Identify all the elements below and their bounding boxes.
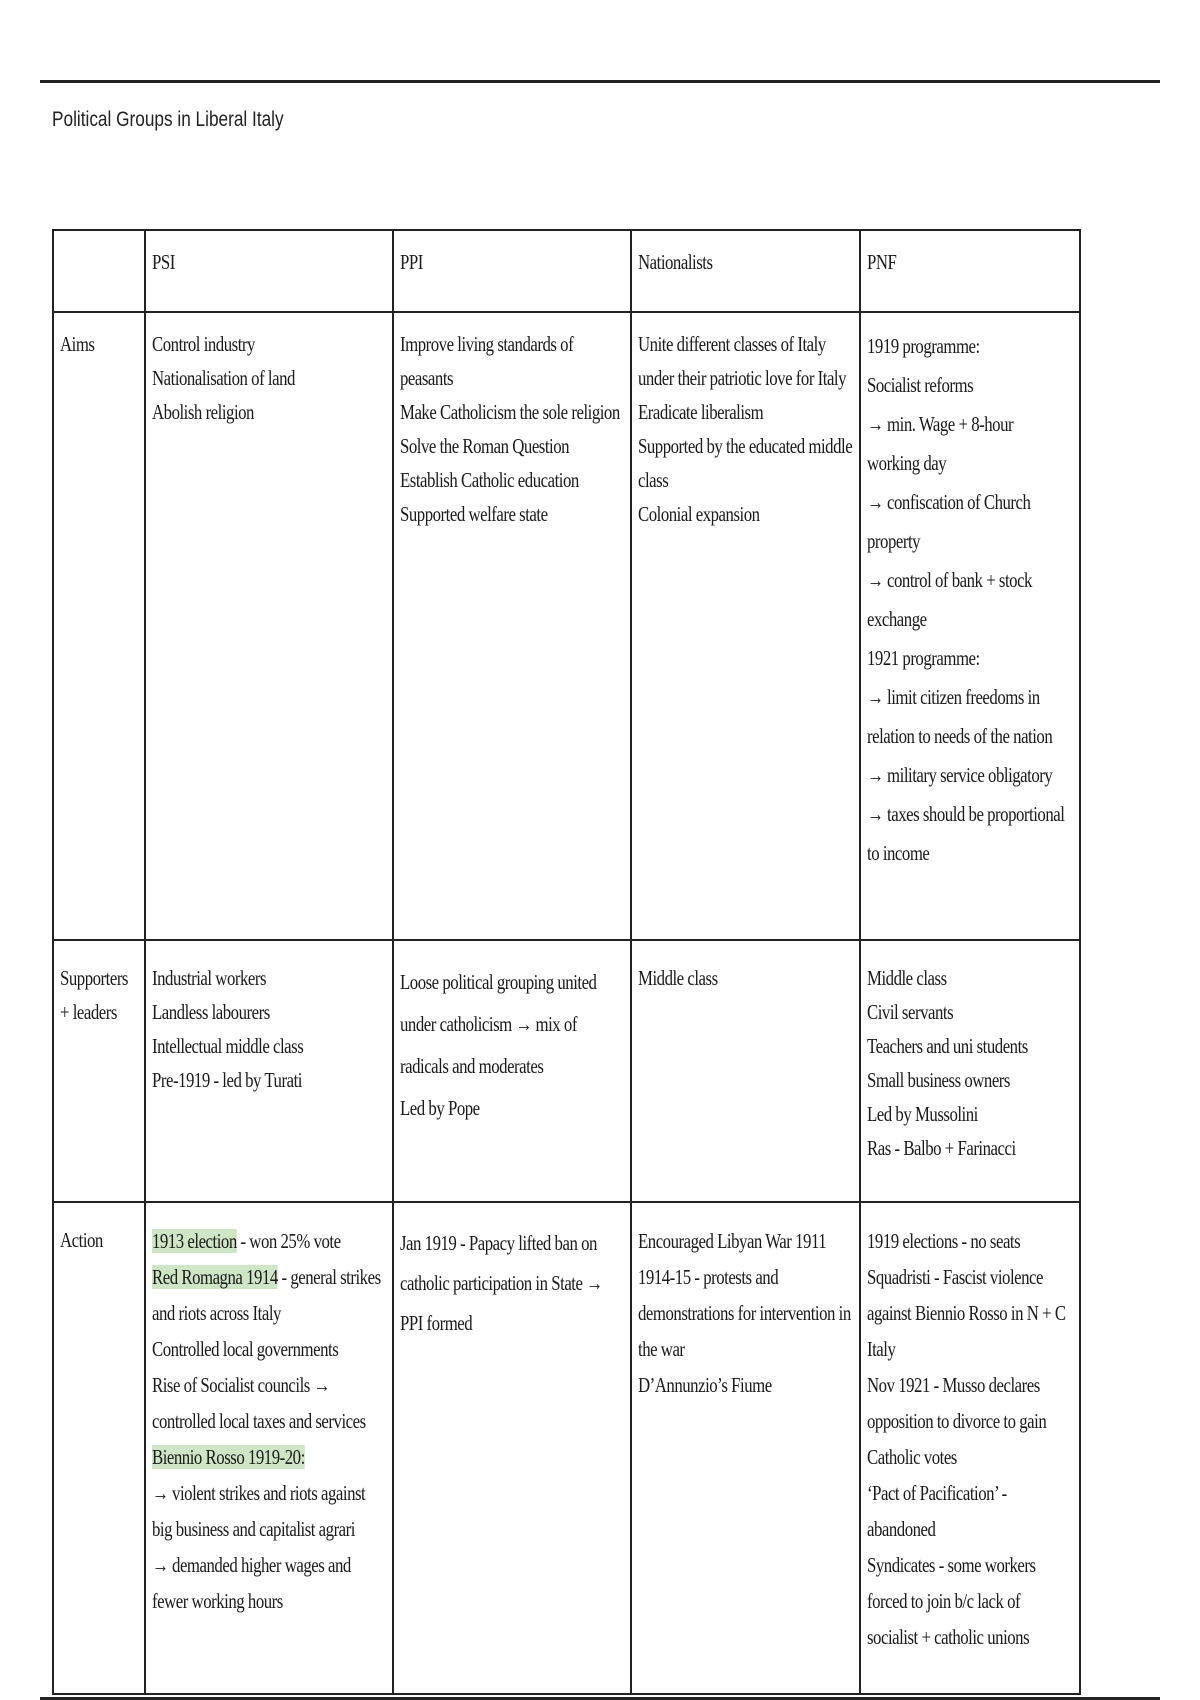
row-label-aims — [53, 312, 145, 940]
cell-line: 1919 elections - no seats — [867, 1229, 1021, 1253]
cell-line: Pre-1919 - led by Turati — [152, 1068, 302, 1092]
cell-line: → military service obligatory — [867, 763, 1053, 787]
aims-pnf-cell — [860, 312, 1080, 940]
cell-line: Loose political grouping united — [400, 970, 597, 994]
cell-line: Improve living standards of — [400, 332, 574, 356]
top-rule — [40, 80, 1160, 83]
action-pnf-cell — [860, 1202, 1080, 1694]
action-nationalists-cell — [631, 1202, 860, 1694]
cell-line: Solve the Roman Question — [400, 434, 570, 458]
header-cell-empty — [53, 230, 145, 312]
cell-line: Make Catholicism the sole religion — [400, 400, 620, 424]
cell-line: 1919 programme: — [867, 334, 980, 358]
cell-line: ‘Pact of Pacification’ - — [867, 1481, 1007, 1505]
cell-line: Jan 1919 - Papacy lifted ban on — [400, 1231, 597, 1255]
cell-line: Intellectual middle class — [152, 1034, 304, 1058]
cell-line: Socialist reforms — [867, 373, 974, 397]
cell-line: Aims — [60, 332, 95, 356]
political-groups-table — [52, 229, 1081, 1695]
highlight-biennio-rosso: Biennio Rosso 1919-20: — [152, 1445, 305, 1469]
cell-line: class — [638, 468, 669, 492]
cell-line: Ras - Balbo + Farinacci — [867, 1136, 1016, 1160]
row-label-supporters — [53, 940, 145, 1202]
cell-line: Civil servants — [867, 1000, 954, 1024]
cell-line: forced to join b/c lack of — [867, 1589, 1021, 1613]
row-label-action — [53, 1202, 145, 1694]
cell-line: catholic participation in State → — [400, 1271, 603, 1295]
cell-line: abandoned — [867, 1517, 936, 1541]
cell-line: → confiscation of Church — [867, 490, 1031, 514]
cell-line: Eradicate liberalism — [638, 400, 764, 424]
highlight-red-romagna: Red Romagna 1914 — [152, 1265, 278, 1289]
cell-line: + leaders — [60, 1000, 117, 1024]
cell-line: Establish Catholic education — [400, 468, 579, 492]
cell-line: relation to needs of the nation — [867, 724, 1053, 748]
table-row-aims — [53, 312, 1080, 940]
cell-line: radicals and moderates — [400, 1054, 544, 1078]
cell-line: Nationalisation of land — [152, 366, 295, 390]
cell-line: Landless labourers — [152, 1000, 270, 1024]
cell-line: opposition to divorce to gain — [867, 1409, 1047, 1433]
cell-line: against Biennio Rosso in N + C — [867, 1301, 1066, 1325]
supporters-nationalists-cell — [631, 940, 860, 1202]
cell-line: Supporters — [60, 966, 128, 990]
header-cell-psi: PSI — [145, 230, 393, 312]
cell-line: → limit citizen freedoms in — [867, 685, 1040, 709]
cell-line: PPI formed — [400, 1311, 473, 1335]
cell-line: Squadristi - Fascist violence — [867, 1265, 1043, 1289]
supporters-pnf-cell — [860, 940, 1080, 1202]
cell-line: to income — [867, 841, 930, 865]
cell-line: the war — [638, 1337, 685, 1361]
cell-line: → control of bank + stock — [867, 568, 1032, 592]
action-psi-cell: 1913 election - won 25% vote Red Romagna 1914 - general strikes and riots across Italy Controlled local governments Rise of Socialist councils → controlled local taxes and services Biennio Rosso 1919-20: → violent strikes and riots against big business and capitalist agrari → demanded higher wages and fewer working hours — [145, 1202, 393, 1694]
cell-line: Nov 1921 - Musso declares — [867, 1373, 1040, 1397]
cell-line: Unite different classes of Italy — [638, 332, 826, 356]
header-cell-pnf: PNF — [860, 230, 1080, 312]
table-header-row — [53, 230, 1080, 312]
document-title: Political Groups in Liberal Italy — [52, 108, 284, 131]
cell-line: 1921 programme: — [867, 646, 980, 670]
cell-line: Italy — [867, 1337, 896, 1361]
action-ppi-cell — [393, 1202, 631, 1694]
cell-line: peasants — [400, 366, 454, 390]
cell-line: working day — [867, 451, 947, 475]
cell-line: socialist + catholic unions — [867, 1625, 1030, 1649]
table-row-supporters — [53, 940, 1080, 1202]
header-cell-nationalists: Nationalists — [631, 230, 860, 312]
cell-line: Catholic votes — [867, 1445, 957, 1469]
cell-line: 1914-15 - protests and — [638, 1265, 779, 1289]
cell-line: Action — [60, 1228, 103, 1252]
table-row-action — [53, 1202, 1080, 1694]
cell-line: Middle class — [638, 966, 718, 990]
cell-line: Industrial workers — [152, 966, 267, 990]
cell-line: Colonial expansion — [638, 502, 760, 526]
supporters-ppi-cell — [393, 940, 631, 1202]
cell-line: Syndicates - some workers — [867, 1553, 1036, 1577]
cell-line: under catholicism → mix of — [400, 1012, 577, 1036]
cell-line: Supported by the educated middle — [638, 434, 853, 458]
cell-line: → taxes should be proportional — [867, 802, 1065, 826]
cell-line: Middle class — [867, 966, 947, 990]
aims-ppi-cell — [393, 312, 631, 940]
cell-line: D’Annunzio’s Fiume — [638, 1373, 772, 1397]
cell-line: Supported welfare state — [400, 502, 548, 526]
cell-line: → min. Wage + 8-hour — [867, 412, 1014, 436]
cell-line: under their patriotic love for Italy — [638, 366, 847, 390]
cell-line: Led by Mussolini — [867, 1102, 978, 1126]
highlight-1913-election: 1913 election — [152, 1229, 237, 1253]
aims-psi-cell — [145, 312, 393, 940]
cell-line: demonstrations for intervention in — [638, 1301, 851, 1325]
cell-line: Led by Pope — [400, 1096, 480, 1120]
cell-line: Encouraged Libyan War 1911 — [638, 1229, 827, 1253]
aims-nationalists-cell — [631, 312, 860, 940]
supporters-psi-cell — [145, 940, 393, 1202]
cell-line: exchange — [867, 607, 927, 631]
cell-line: Control industry — [152, 332, 255, 356]
header-cell-ppi: PPI — [393, 230, 631, 312]
cell-line: Small business owners — [867, 1068, 1010, 1092]
cell-line: property — [867, 529, 921, 553]
cell-line: Abolish religion — [152, 400, 254, 424]
cell-line: Teachers and uni students — [867, 1034, 1028, 1058]
